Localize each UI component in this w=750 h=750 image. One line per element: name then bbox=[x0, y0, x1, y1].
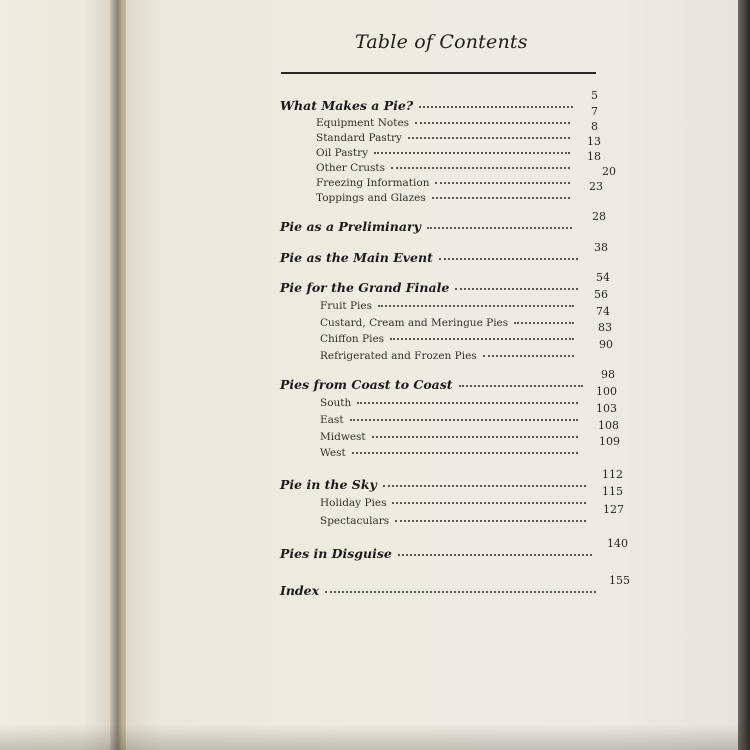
dot-leader bbox=[514, 308, 574, 324]
page-number: 103 bbox=[596, 401, 617, 415]
toc-subentry bbox=[320, 441, 346, 460]
dot-leader bbox=[374, 138, 570, 154]
toc-section bbox=[280, 543, 392, 562]
dot-leader bbox=[390, 324, 574, 340]
dot-leader bbox=[459, 371, 583, 387]
subentry-title: Refrigerated and Frozen Pies bbox=[320, 349, 477, 362]
subentry-title: Spectaculars bbox=[320, 515, 390, 527]
page-number: 38 bbox=[594, 241, 608, 254]
dot-leader bbox=[325, 577, 596, 593]
dot-leader bbox=[372, 422, 578, 438]
subentry-title: Midwest bbox=[320, 430, 366, 443]
dot-leader bbox=[455, 274, 578, 290]
section-title: What Makes a Pie? bbox=[280, 98, 414, 113]
page-number: 7 bbox=[591, 105, 598, 118]
section-title: Pies in Disguise bbox=[280, 546, 392, 561]
subentry-title: Other Crusts bbox=[316, 162, 385, 174]
dot-leader bbox=[419, 92, 573, 108]
subentry-title: Standard Pastry bbox=[316, 132, 402, 144]
section-title: Pie in the Sky bbox=[280, 477, 377, 492]
dot-leader bbox=[350, 405, 578, 421]
page-shadow bbox=[0, 724, 750, 750]
page-number: 98 bbox=[601, 368, 615, 381]
section-title: Pies from Coast to Coast bbox=[280, 377, 453, 392]
page-number: 83 bbox=[598, 321, 612, 334]
page-number: 5 bbox=[591, 89, 598, 102]
page-number: 115 bbox=[602, 485, 623, 498]
dot-leader bbox=[378, 291, 574, 307]
toc-section bbox=[280, 580, 319, 599]
subentry-title: Oil Pastry bbox=[316, 147, 369, 159]
subentry-title: Holiday Pies bbox=[320, 497, 387, 509]
page-number: 23 bbox=[589, 180, 603, 193]
toc-subentry bbox=[320, 491, 386, 510]
page-number: 54 bbox=[596, 271, 610, 284]
toc-section bbox=[280, 216, 421, 235]
section-title: Pie as the Main Event bbox=[280, 250, 433, 265]
page-number: 108 bbox=[598, 418, 619, 432]
dot-leader bbox=[391, 153, 570, 169]
dot-leader bbox=[352, 438, 578, 454]
subentry-title: Custard, Cream and Meringue Pies bbox=[320, 316, 509, 329]
section-title: Pie as a Preliminary bbox=[280, 219, 421, 234]
subentry-title: West bbox=[320, 447, 346, 460]
page-number: 8 bbox=[591, 120, 598, 133]
page-number: 100 bbox=[596, 385, 617, 398]
page-number: 109 bbox=[599, 435, 620, 449]
toc-subentry bbox=[320, 509, 389, 528]
dot-leader bbox=[483, 341, 574, 357]
subentry-title: Toppings and Glazes bbox=[316, 192, 426, 204]
toc-subentry bbox=[316, 186, 426, 205]
page-number: 155 bbox=[609, 574, 630, 587]
dot-leader bbox=[392, 488, 586, 504]
dot-leader bbox=[383, 471, 586, 487]
dot-leader bbox=[408, 123, 570, 139]
toc-section bbox=[280, 247, 433, 266]
subentry-title: Fruit Pies bbox=[320, 300, 373, 312]
toc-subentry bbox=[320, 344, 477, 363]
page-number: 18 bbox=[587, 150, 601, 163]
section-title: Pie for the Grand Finale bbox=[280, 280, 450, 295]
dot-leader bbox=[398, 540, 592, 556]
dot-leader bbox=[357, 388, 578, 404]
page-number: 127 bbox=[603, 503, 624, 516]
page-number: 56 bbox=[594, 288, 608, 301]
page-number: 140 bbox=[607, 537, 628, 550]
page-number: 112 bbox=[602, 468, 623, 481]
dot-leader bbox=[395, 506, 586, 522]
page-number: 13 bbox=[587, 135, 601, 148]
dot-leader bbox=[432, 183, 570, 199]
subentry-title: East bbox=[320, 413, 344, 426]
subentry-title: Chiffon Pies bbox=[320, 333, 385, 345]
subentry-title: Equipment Notes bbox=[316, 117, 410, 129]
dot-leader bbox=[415, 108, 570, 124]
dot-leader bbox=[439, 244, 578, 260]
dot-leader bbox=[435, 168, 570, 184]
subentry-title: Freezing Information bbox=[316, 177, 430, 189]
dot-leader bbox=[427, 213, 572, 229]
page-number: 20 bbox=[602, 165, 616, 178]
subentry-title: South bbox=[320, 397, 352, 409]
page-number: 74 bbox=[596, 304, 610, 318]
page-title: Table of Contents bbox=[355, 31, 528, 53]
section-title: Index bbox=[280, 583, 320, 598]
page-number: 90 bbox=[599, 337, 613, 351]
page-number: 28 bbox=[592, 210, 606, 223]
